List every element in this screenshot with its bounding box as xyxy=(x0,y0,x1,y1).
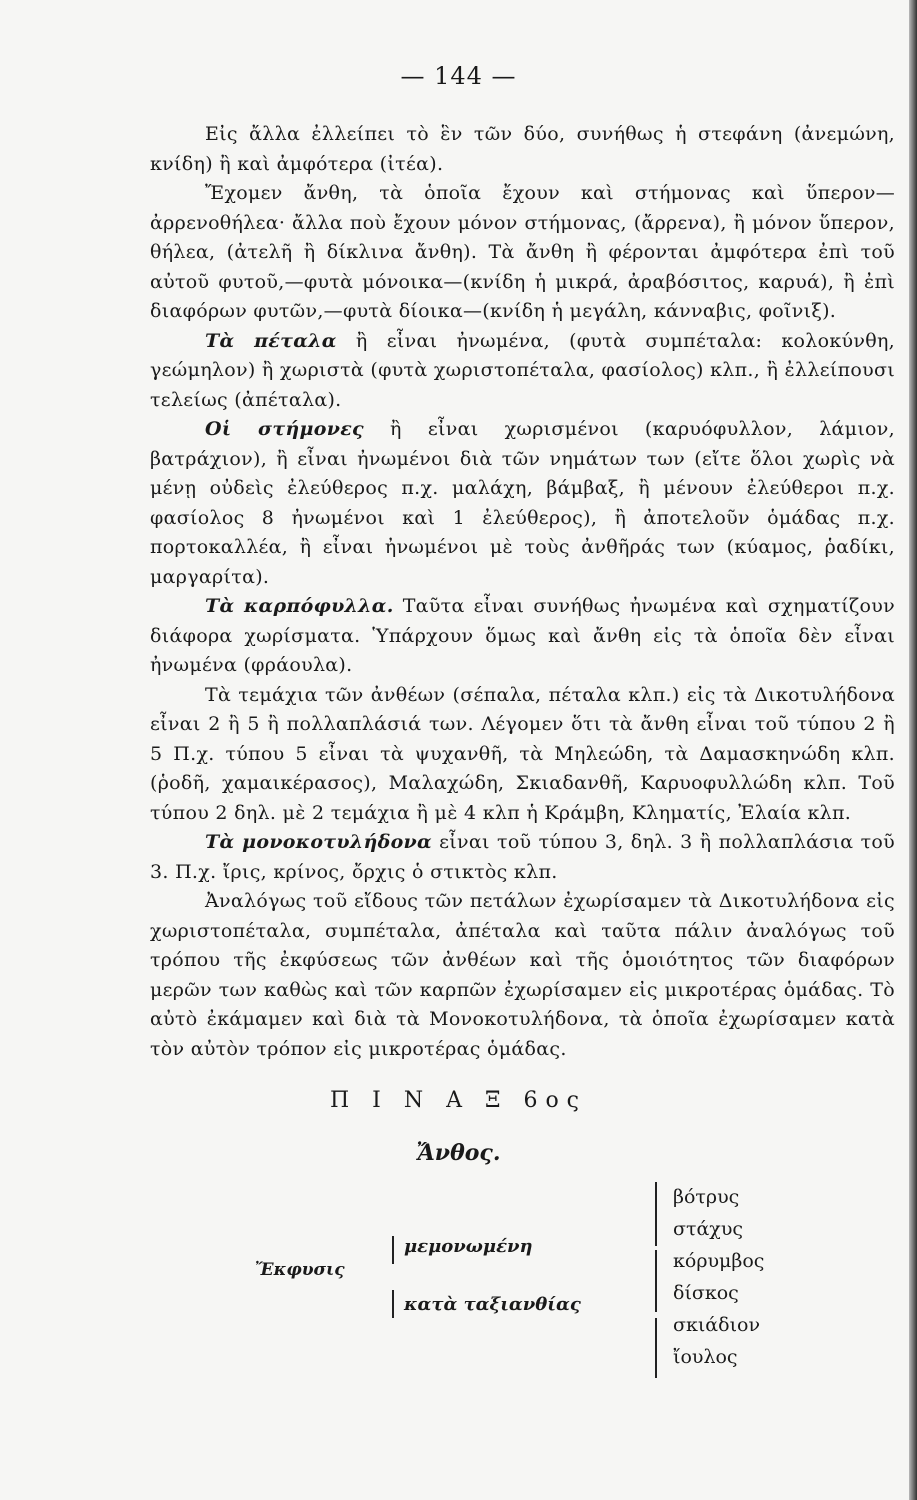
paragraph-text: Ἀναλόγως τοῦ εἴδους τῶν πετάλων ἐχωρίσαμεν τὰ Δικοτυλήδονα εἰς χωριστοπέταλα, συμπέταλα, ἀπέταλα καὶ ταῦτα πάλιν ἀναλόγως τοῦ τρόπου τῆς ἐκφύσεως τῶν ἀνθέων καὶ τῆς ὁμοιότητος τῶν διαφόρων μερῶν των καθὼς καὶ τῶν καρπῶν ἐχωρίσαμεν εἰς μικροτέρας ὁμάδας. Τὸ αὐτὸ ἐκάμαμεν καὶ διὰ τὰ Μονοκοτυλήδονα, τὰ ὁποῖα ἐχωρίσαμεν κατὰ τὸν αὐτὸν τρόπον εἰς μικροτέρας ὁμάδας. xyxy=(150,890,895,1060)
paragraph-heading: Τὰ πέταλα xyxy=(205,329,337,352)
paragraph xyxy=(150,120,895,179)
table-subtitle: Ἄνθος. xyxy=(416,1140,501,1166)
paragraph-text: Ταῦτα εἶναι συνήθως ἠνωμένα καὶ σχηματίζουν διάφορα χωρίσματα. Ὑπάρχουν ὅμως καὶ ἄνθη εἰς τὰ ὁποῖα δὲν εἶναι ἠνωμένα (φράουλα). xyxy=(150,595,896,676)
leaf-brace xyxy=(655,1318,663,1378)
paragraph xyxy=(150,179,895,327)
leaf-label: σκιάδιον xyxy=(673,1314,761,1336)
leaf-brace xyxy=(655,1250,663,1312)
paragraph xyxy=(150,681,895,829)
book-spine-shadow xyxy=(909,0,917,1500)
leaf-label: δίσκος xyxy=(673,1282,739,1304)
paragraph-text: ἢ εἶναι χωρισμένοι (καρυόφυλλον, λάμιον, βατράχιον), ἢ εἶναι ἠνωμένοι διὰ τῶν νημάτων των (εἴτε ὅλοι χωρὶς νὰ μένῃ οὐδεὶς ἐλεύθερος π.χ. μαλάχη, βάμβαξ, ἢ μένουν ἐλεύθεροι π.χ. φασίολος 8 ἠνωμένοι καὶ 1 ἐλεύθερος), ἢ ἀποτελοῦν ὁμάδας π.χ. πορτοκαλλέα, ἢ εἶναι ἠνωμένοι μὲ τοὺς ἀνθῆράς των (κύαμος, ῥαδίκι, μαργαρίτα). xyxy=(150,418,895,588)
paragraph xyxy=(150,415,895,592)
paragraph-heading: Τὰ μονοκοτυλήδονα xyxy=(205,831,432,853)
leaf-label: στάχυς xyxy=(673,1218,744,1240)
paragraph-heading: Οἱ στήμονες xyxy=(205,418,364,440)
branch-label: μεμονωμένη xyxy=(404,1236,533,1257)
paragraph-text: Ἔχομεν ἄνθη, τὰ ὁποῖα ἔχουν καὶ στήμονας καὶ ὕπερον—ἀρρενοθήλεα· ἄλλα ποὺ ἔχουν μόνον στήμονας, (ἄρρενα), ἢ μόνον ὕπερον, θήλεα, (ἀτελῆ ἢ δίκλινα ἄνθη). Τὰ ἄνθη ἢ φέρονται ἀμφότερα ἐπὶ τοῦ αὐτοῦ φυτοῦ,—φυτὰ μόνοικα—(κνίδη ἡ μικρά, ἀραβόσιτος, καρυά), ἢ ἐπὶ διαφόρων φυτῶν,—φυτὰ δίοικα—(κνίδη ἡ μεγάλη, κάνναβις, φοῖνιξ). xyxy=(150,182,895,322)
branch-brace xyxy=(392,1236,400,1264)
paragraph xyxy=(150,327,895,416)
paragraph xyxy=(150,887,895,1064)
paragraph xyxy=(150,592,895,681)
leaf-brace xyxy=(655,1182,663,1246)
branch-label: κατὰ ταξιανθίας xyxy=(404,1294,581,1315)
paragraph-text: Τὰ τεμάχια τῶν ἀνθέων (σέπαλα, πέταλα κλπ.) εἰς τὰ Δικοτυλήδονα εἶναι 2 ἢ 5 ἢ πολλαπλάσιά των. Λέγομεν ὅτι τὰ ἄνθη εἶναι τοῦ τύπου 2 ἢ 5 Π.χ. τύπου 5 εἶναι τὰ ψυχανθῆ, τὰ Μηλεώδη, τὰ Δαμασκηνώδη κλπ. (ῥοδῆ, χαμαικέρασος), Μαλαχώδη, Σκιαδανθῆ, Καρυοφυλλώδη κλπ. Τοῦ τύπου 2 δηλ. μὲ 2 τεμάχια ἢ μὲ 4 κλπ ἡ Κράμβη, Κληματίς, Ἐλαία κλπ. xyxy=(150,683,895,824)
paragraph-text: ἢ εἶναι ἠνωμένα, (φυτὰ συμπέταλα: κολοκύνθη, γεώμηλον) ἢ χωριστὰ (φυτὰ χωριστοπέταλα, φασίολος) κλπ., ἢ ἐλλείπουσι τελείως (ἀπέταλα). xyxy=(150,329,895,411)
branch-brace xyxy=(392,1290,400,1318)
table-title: Π Ι Ν Α Ξ 6ος xyxy=(329,1088,588,1113)
body-text xyxy=(150,120,895,1064)
leaf-label: ἴουλος xyxy=(673,1346,738,1368)
tree-root-label: Ἔκφυσις xyxy=(255,1260,345,1280)
leaf-label: κόρυμβος xyxy=(673,1250,765,1272)
page-number: — 144 — xyxy=(400,62,517,90)
leaf-label: βότρυς xyxy=(673,1186,740,1208)
paragraph-heading: Τὰ καρπόφυλλα. xyxy=(205,595,394,617)
paragraph-text: εἶναι τοῦ τύπου 3, δηλ. 3 ἢ πολλαπλάσια τοῦ 3. Π.χ. ἴρις, κρίνος, ὄρχις ὁ στικτὸς κλπ. xyxy=(150,831,895,883)
paragraph-text: Εἰς ἄλλα ἐλλείπει τὸ ἓν τῶν δύο, συνήθως ἡ στεφάνη (ἀνεμώνη, κνίδη) ἢ καὶ ἀμφότερα (ἰτέα). xyxy=(150,123,895,175)
paragraph xyxy=(150,828,895,887)
